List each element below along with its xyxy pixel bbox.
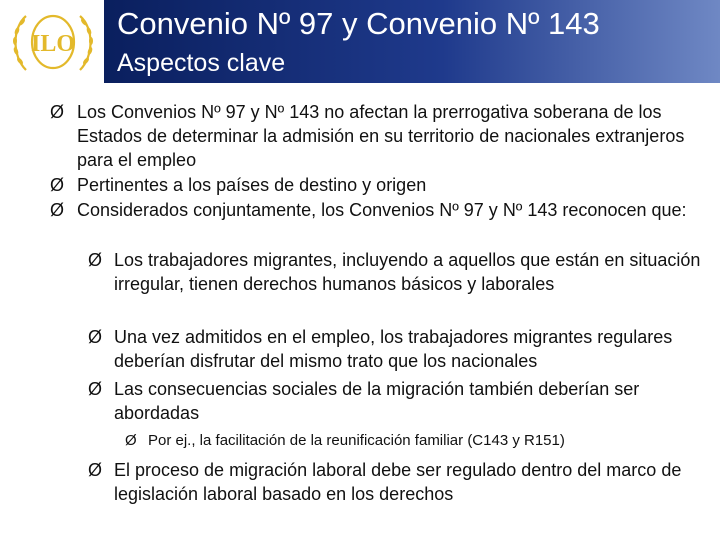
arrow-bullet-icon: Ø xyxy=(50,102,65,122)
bullet-text: Las consecuencias sociales de la migración también deberían ser abordadas xyxy=(114,379,640,423)
bullet-text: Una vez admitidos en el empleo, los trabajadores migrantes regulares deberían disfrutar del mismo trato que los nacionales xyxy=(114,327,673,371)
bullet-text: Considerados conjuntamente, los Convenios Nº 97 y Nº 143 reconocen que: xyxy=(77,200,687,220)
slide-title: Convenio Nº 97 y Convenio Nº 143 xyxy=(117,6,600,41)
bullet-text: Por ej., la facilitación de la reunificación familiar (C143 y R151) xyxy=(148,432,565,449)
bullet-text: El proceso de migración laboral debe ser regulado dentro del marco de legislación laboral basado en los derechos xyxy=(114,460,682,504)
arrow-bullet-icon: Ø xyxy=(88,250,103,270)
bullet-item xyxy=(88,377,710,425)
bullet-text: Pertinentes a los países de destino y origen xyxy=(77,175,427,195)
bullet-item xyxy=(125,431,715,451)
arrow-bullet-icon: Ø xyxy=(125,432,137,449)
bullet-item xyxy=(50,198,710,222)
bullet-text: Los trabajadores migrantes, incluyendo a aquellos que están en situación irregular, tienen derechos humanos básicos y laborales xyxy=(114,250,701,294)
arrow-bullet-icon: Ø xyxy=(88,460,103,480)
slide-subtitle: Aspectos clave xyxy=(117,49,286,77)
arrow-bullet-icon: Ø xyxy=(50,175,65,195)
arrow-bullet-icon: Ø xyxy=(50,200,65,220)
bullet-item xyxy=(88,458,710,506)
arrow-bullet-icon: Ø xyxy=(88,379,103,399)
bullet-item xyxy=(50,100,710,172)
svg-text:ILO: ILO xyxy=(30,31,76,57)
arrow-bullet-icon: Ø xyxy=(88,327,103,347)
bullet-item xyxy=(88,248,710,296)
bullet-item xyxy=(88,325,710,373)
bullet-text: Los Convenios Nº 97 y Nº 143 no afectan la prerrogativa soberana de los Estados de determinar la admisión en su territorio de nacionales extranjeros para el empleo xyxy=(77,102,685,170)
bullet-item xyxy=(50,173,710,197)
